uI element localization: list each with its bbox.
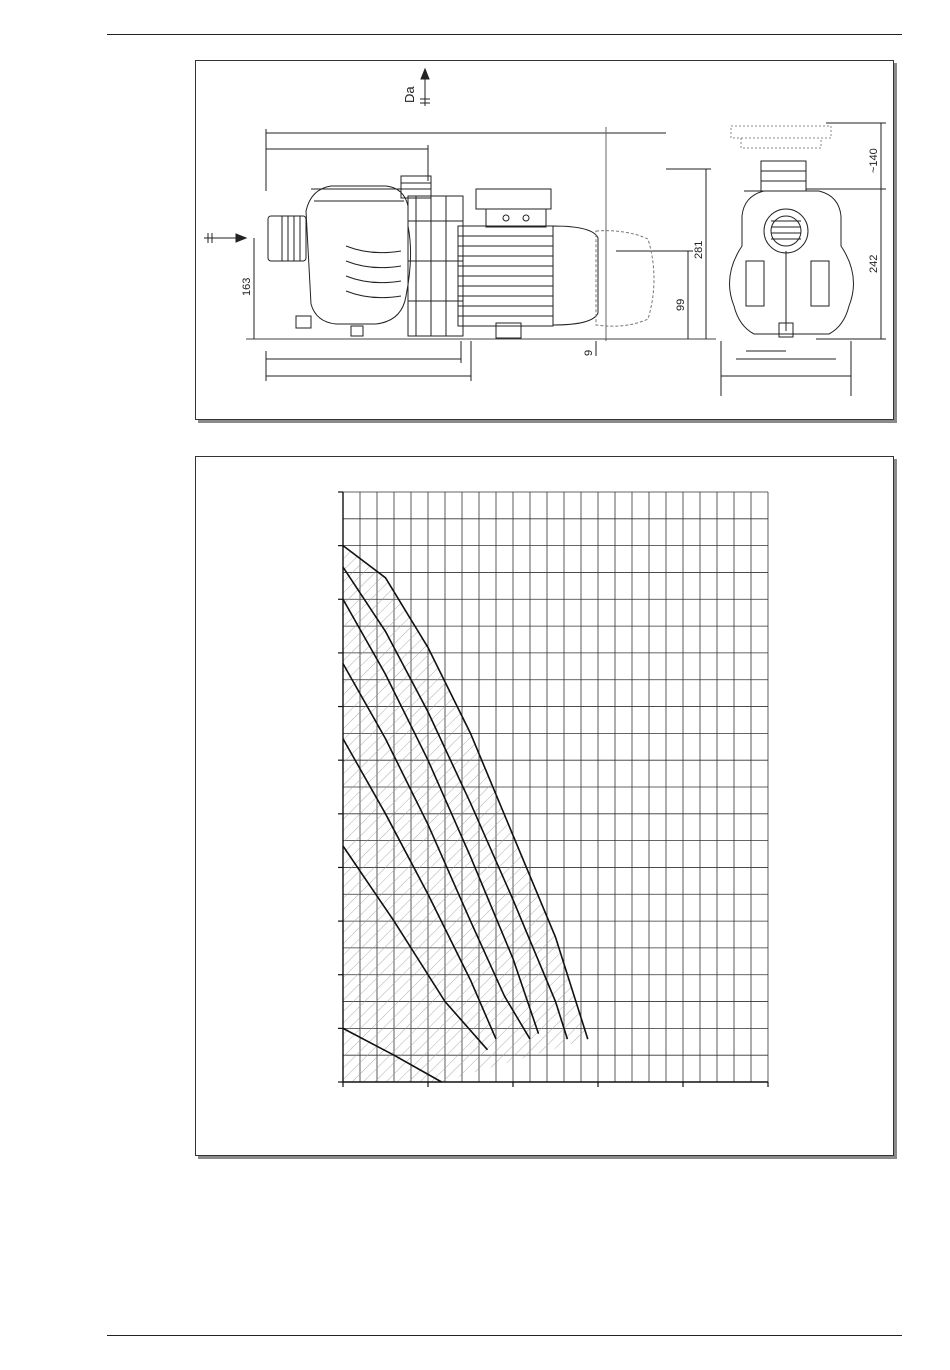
dim-body-height: 242 [868,254,880,273]
lid-ghost [731,126,831,148]
pump-housing [306,186,411,324]
side-lid [761,161,806,191]
motor-endcap [553,226,598,325]
dim-total-height: 281 [693,240,705,259]
dim-shaft-height: 99 [675,298,687,311]
fan-cover-ghost [596,231,654,326]
lid-nut [401,176,431,198]
dimension-drawing-frame [195,60,894,420]
footer-rule [107,1335,902,1336]
dim-foot-height: 9 [583,349,595,356]
pump-dimension-drawing [196,61,893,419]
side-body [730,191,854,334]
header-rule [107,34,902,35]
terminal-box [476,189,551,209]
dim-lid-clearance: ~140 [868,148,880,173]
outlet-arrow-head [421,69,429,79]
pump-curve-frame [195,456,894,1156]
outlet-label: Da [402,86,417,103]
pump-curve-chart [196,457,893,1155]
dim-inlet-height: 163 [241,277,253,296]
